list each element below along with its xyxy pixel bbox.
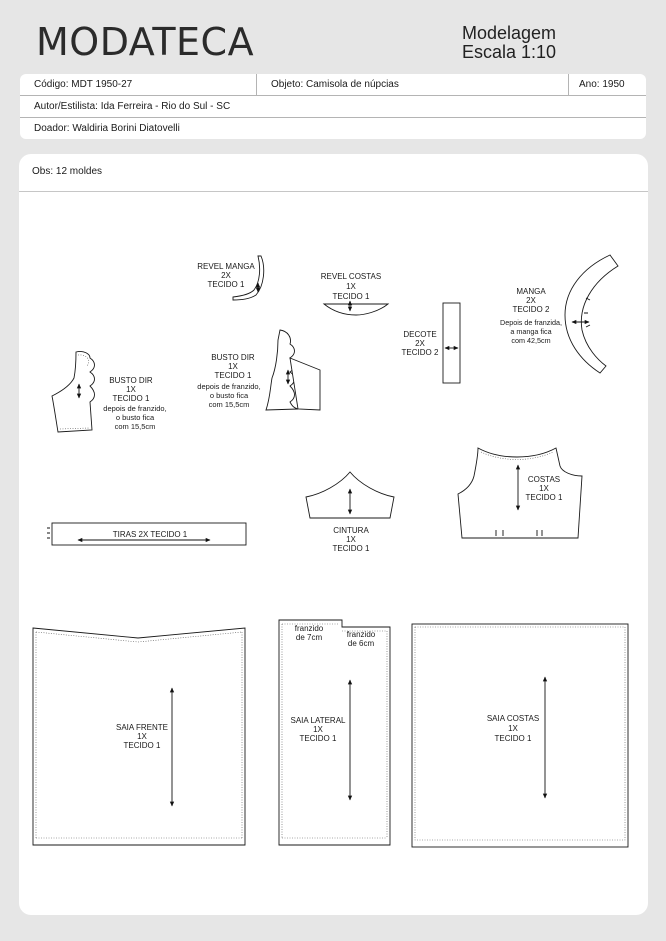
saia-costas-piece (412, 624, 628, 847)
franzido-7-1: de 7cm (295, 633, 323, 642)
franzido-6-0: franzido (346, 630, 376, 639)
costas-label-1: 1X (539, 484, 549, 493)
busto-right-label-1: 1X (228, 362, 238, 371)
svg-text:depois de franzido,o busto fic (103, 404, 166, 431)
franzido-6-1: de 6cm (347, 639, 375, 648)
busto-left-piece (52, 351, 167, 432)
manga-label-0: MANGA (516, 287, 546, 296)
svg-text:DECOTE2XTECIDO 2 (402, 330, 439, 357)
svg-text:MANGA2XTECIDO 2 (513, 287, 550, 314)
busto-left-note-0: depois de franzido, (103, 404, 167, 413)
codigo-field: Código: MDT 1950-27 (34, 79, 133, 90)
title-modelagem: Modelagem (462, 23, 557, 43)
svg-text:Depois de franzida,a manga fic (500, 318, 562, 345)
title-scale: Escala 1:10 (462, 42, 557, 62)
costas-piece (458, 448, 582, 538)
revel-costas-label-2: TECIDO 1 (332, 292, 370, 301)
saia-frente-label-2: TECIDO 1 (123, 741, 161, 750)
cintura-label-1: 1X (346, 535, 356, 544)
doador-field: Doador: Waldiria Borini Diatovelli (34, 123, 180, 134)
busto-right-note-0: depois de franzido, (197, 382, 261, 391)
saia-costas-label-2: TECIDO 1 (494, 734, 532, 743)
franzido-7-0: franzido (294, 624, 324, 633)
decote-piece (402, 303, 460, 383)
saia-frente-label-0: SAIA FRENTE (115, 723, 169, 732)
saia-lateral-label-0: SAIA LATERAL (290, 716, 346, 725)
cintura-piece (306, 472, 394, 553)
svg-text:REVEL COSTAS1XTECIDO 1 (321, 272, 381, 301)
manga-label-2: TECIDO 2 (512, 305, 550, 314)
svg-text:BUSTO DIR1XTECIDO 1 (211, 353, 255, 380)
svg-text:REVEL MANGA2XTECIDO 1 (197, 262, 255, 289)
busto-right-piece (197, 330, 320, 410)
svg-text:CINTURA1XTECIDO 1 (333, 526, 370, 553)
revel-costas-label-0: REVEL COSTAS (320, 272, 382, 281)
svg-text:franzidode 6cm (347, 630, 376, 648)
costas-label-2: TECIDO 1 (525, 493, 563, 502)
svg-text:franzidode 7cm (295, 624, 324, 642)
costas-label-0: COSTAS (527, 475, 561, 484)
objeto-field: Objeto: Camisola de núpcias (256, 74, 568, 95)
manga-label-1: 2X (526, 296, 536, 305)
busto-left-label-1: 1X (126, 385, 136, 394)
manga-note-1: a manga fica (510, 327, 552, 336)
revel-manga-label-2: TECIDO 1 (207, 280, 245, 289)
cintura-label-2: TECIDO 1 (332, 544, 370, 553)
revel-manga-piece (197, 256, 263, 300)
saia-lateral-label-1: 1X (313, 725, 323, 734)
saia-lateral-piece (279, 620, 390, 845)
tiras-label: TIRAS 2X TECIDO 1 (112, 530, 188, 539)
revel-manga-label-0: REVEL MANGA (197, 262, 255, 271)
revel-costas-piece (321, 272, 388, 315)
saia-frente-piece (33, 628, 245, 845)
modateca-logo: MODATECA (36, 20, 255, 64)
decote-label-1: 2X (415, 339, 425, 348)
revel-costas-label-1: 1X (346, 282, 356, 291)
busto-right-note-1: o busto fica (209, 391, 249, 400)
tiras-piece (47, 523, 246, 545)
busto-right-label-2: TECIDO 1 (214, 371, 252, 380)
autor-field: Autor/Estilista: Ida Ferreira - Rio do Sul - SC (34, 101, 231, 112)
revel-manga-label-1: 2X (221, 271, 231, 280)
manga-piece (500, 255, 618, 373)
decote-label-2: TECIDO 2 (401, 348, 439, 357)
busto-right-note-2: com 15,5cm (208, 400, 250, 409)
ano-field: Ano: 1950 (568, 74, 646, 95)
obs-note: Obs: 12 moldes (19, 154, 648, 192)
busto-right-label-0: BUSTO DIR (211, 353, 255, 362)
saia-costas-label-0: SAIA COSTAS (486, 714, 540, 723)
manga-note-0: Depois de franzida, (500, 318, 562, 327)
decote-label-0: DECOTE (403, 330, 437, 339)
busto-left-label-2: TECIDO 1 (112, 394, 150, 403)
manga-note-2: com 42,5cm (511, 336, 551, 345)
cintura-label-0: CINTURA (333, 526, 369, 535)
busto-left-note-1: o busto fica (115, 413, 155, 422)
svg-text:depois de franzido,o busto fic (197, 382, 260, 409)
busto-left-note-2: com 15,5cm (114, 422, 156, 431)
saia-frente-label-1: 1X (137, 732, 147, 741)
busto-left-label-0: BUSTO DIR (109, 376, 153, 385)
svg-text:BUSTO DIR1XTECIDO 1 (109, 376, 153, 403)
saia-costas-label-1: 1X (508, 724, 518, 733)
saia-lateral-label-2: TECIDO 1 (299, 734, 337, 743)
